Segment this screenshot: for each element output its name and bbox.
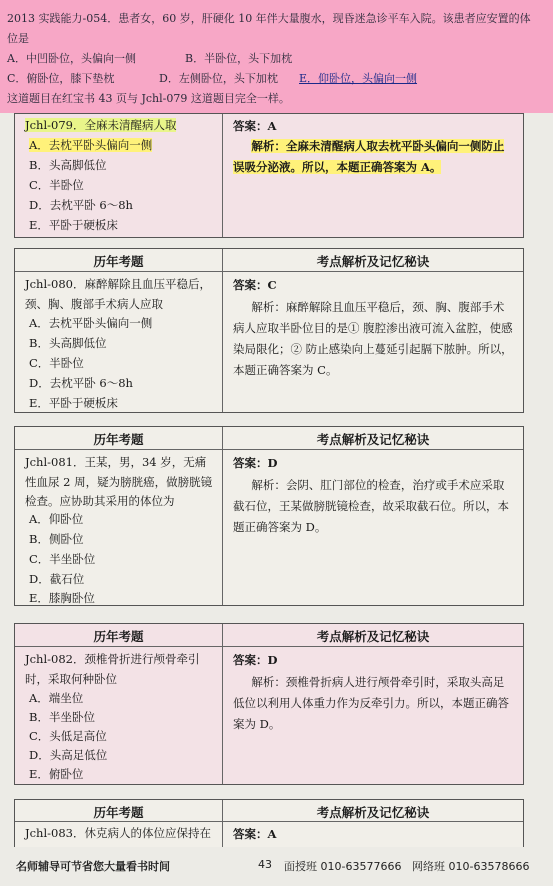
option-b: B．头高脚低位 [29,158,107,172]
explanation: 解析：全麻未清醒病人取去枕平卧头偏向一侧防止误吸分泌液。所以，本题正确答案为 A。 [233,139,505,174]
footer-tel-classroom: 面授班 010-63577666 [284,860,402,873]
header-past-questions: 历年考题 [93,629,144,644]
option-b: B．侧卧位 [29,532,84,546]
answer: 答案：A [233,119,277,133]
option-c: C．半卧位 [29,178,84,192]
column-divider [222,624,223,784]
pink-note [0,0,553,113]
note-question: 2013 实践能力-054．患者女，60 岁，肝硬化 10 年伴大量腹水，现昏迷急诊平车入院。该患者应安置的体位是 [7,12,531,45]
header-past-questions: 历年考题 [93,432,144,447]
note-options-row-1 [7,49,541,69]
note-option-d: D．左侧卧位，头下加枕 [159,72,278,85]
header-past-questions: 历年考题 [93,254,144,269]
answer: 答案：C [233,278,277,292]
header-analysis: 考点解析及记忆秘诀 [316,254,430,269]
option-e: E．平卧于硬板床 [29,396,118,410]
header-divider [15,821,523,822]
question-stem: Jchl-079．全麻未清醒病人取 [25,118,177,132]
question-stem: Jchl-080．麻醉解除且血压平稳后，颈、胸、腹部手术病人应取 [25,277,211,311]
note-option-b: B．半卧位，头下加枕 [185,52,293,65]
column-divider [222,249,223,412]
column-divider [222,427,223,605]
header-analysis: 考点解析及记忆秘诀 [316,432,430,447]
header-past-questions: 历年考题 [93,805,144,820]
option-e: E．平卧于硬板床 [29,218,118,232]
explanation: 解析：麻醉解除且血压平稳后，颈、胸、腹部手术病人应取半卧位目的是① 腹腔渗出液可流入盆腔，使感染局限化；② 防止感染向上蔓延引起膈下脓肿。所以，本题正确答案为 C。 [233,300,513,377]
page-number: 43 [258,858,272,871]
header-analysis: 考点解析及记忆秘诀 [316,805,430,820]
header-divider [15,646,523,647]
footer-slogan: 名师辅导可节省您大量看书时间 [16,860,170,873]
explanation: 解析：颈椎骨折病人进行颅骨牵引时，采取头高足低位以利用人体重力作为反牵引力。所以，本题正确答案为 D。 [233,675,509,731]
option-e: E．膝胸卧位 [29,591,95,605]
option-e: E．俯卧位 [29,767,84,781]
question-block-079 [14,113,524,238]
question-stem: Jchl-083．休克病人的体位应保持在 [25,826,211,840]
option-c: C．头低足高位 [29,729,107,743]
answer: 答案：A [233,827,277,841]
option-b: B．头高脚低位 [29,336,107,350]
note-option-c: C．俯卧位，膝下垫枕 [7,72,115,85]
option-d: D．去枕平卧 6～8h [29,376,133,390]
header-divider [15,271,523,272]
note-option-a: A．中凹卧位，头偏向一侧 [7,52,136,65]
option-c: C．半卧位 [29,356,84,370]
answer: 答案：D [233,456,278,470]
note-options-row-2 [7,69,541,89]
answer: 答案：D [233,653,278,667]
option-a: A．仰卧位 [29,512,84,526]
option-b: B．半坐卧位 [29,710,95,724]
option-a: A．去枕平卧头偏向一侧 [29,138,153,152]
header-divider [15,449,523,450]
question-block-081 [14,426,524,606]
option-a: A．端坐位 [29,691,84,705]
option-a: A．去枕平卧头偏向一侧 [29,316,153,330]
footer-tel-online: 网络班 010-63578666 [412,860,530,873]
question-stem: Jchl-082．颈椎骨折进行颅骨牵引时，采取何种卧位 [25,652,200,686]
note-remark: 这道题目在红宝书 43 页与 Jchl-079 这道题目完全一样。 [7,92,290,105]
page-footer [0,850,553,886]
option-d: D．截石位 [29,572,85,586]
header-analysis: 考点解析及记忆秘诀 [316,629,430,644]
option-d: D．去枕平卧 6～8h [29,198,133,212]
column-divider [222,114,223,237]
question-stem: Jchl-081．王某，男，34 岁，无痛性血尿 2 周，疑为膀胱癌，做膀胱镜检查。应协助其采用的体位为 [25,455,213,508]
option-c: C．半坐卧位 [29,552,96,566]
explanation: 解析：会阴、肛门部位的检查，治疗或手术应采取截石位，王某做膀胱镜检查，故采取截石位。所以，本题正确答案为 D。 [233,478,509,534]
question-block-082 [14,623,524,785]
question-block-083 [14,799,524,847]
question-block-080 [14,248,524,413]
option-d: D．头高足低位 [29,748,108,762]
note-option-e: E．仰卧位，头偏向一侧 [299,72,418,85]
